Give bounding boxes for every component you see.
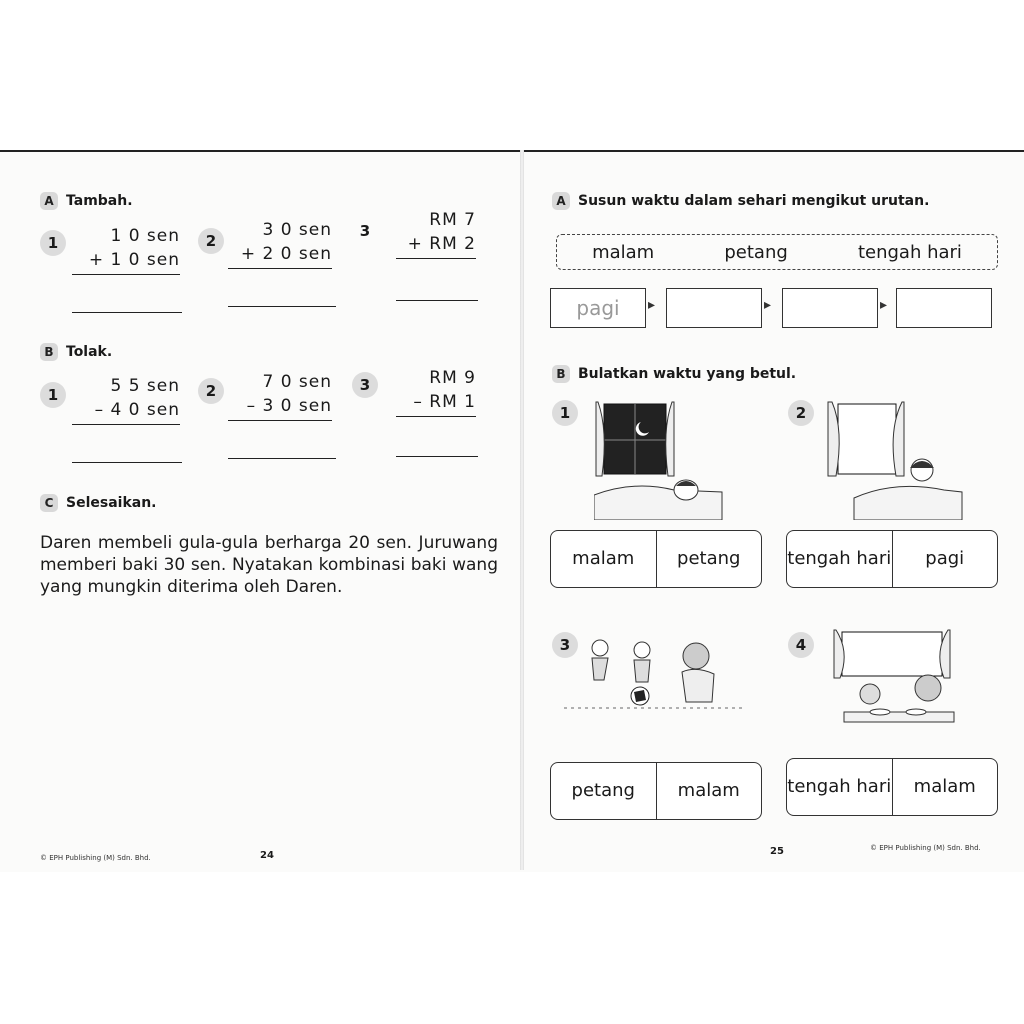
- question-number: 4: [788, 632, 814, 658]
- time-choice-box: [786, 758, 998, 816]
- operand-top: RM 9: [429, 368, 476, 388]
- sum-line: [228, 420, 332, 421]
- answer-line[interactable]: [72, 462, 182, 463]
- arrow-right-icon: ▸: [880, 297, 888, 313]
- answer-line[interactable]: [396, 300, 478, 301]
- word-bank: [556, 234, 998, 270]
- choice-option[interactable]: malam: [656, 763, 762, 819]
- question-number: 3: [552, 632, 578, 658]
- question-number: 3: [359, 222, 371, 240]
- answer-line[interactable]: [72, 312, 182, 313]
- addition-problem: [228, 218, 332, 269]
- operand-bottom: + 1 0 sen: [88, 250, 180, 270]
- night-bedroom-illustration: [594, 400, 724, 520]
- section-letter: B: [40, 343, 58, 361]
- section-b-header: [552, 365, 796, 383]
- section-letter: A: [552, 192, 570, 210]
- operand-bottom: + RM 2: [407, 234, 476, 254]
- children-playing-illustration: [564, 628, 744, 724]
- copyright-footer: © EPH Publishing (M) Sdn. Bhd.: [870, 844, 981, 852]
- question-number: 2: [198, 228, 224, 254]
- question-number: 1: [552, 400, 578, 426]
- answer-line[interactable]: [228, 458, 336, 459]
- choice-option[interactable]: petang: [656, 531, 762, 587]
- choice-option[interactable]: tengah hari: [787, 776, 892, 797]
- choice-option[interactable]: tengah hari: [787, 548, 892, 569]
- operand-top: 7 0 sen: [262, 372, 332, 392]
- question-number: 1: [40, 230, 66, 256]
- subtraction-problem: [228, 370, 332, 421]
- morning-bedroom-illustration: [824, 400, 964, 520]
- sum-line: [396, 416, 476, 417]
- operand-bottom: + 2 0 sen: [240, 244, 332, 264]
- section-title: Bulatkan waktu yang betul.: [578, 366, 797, 382]
- operand-bottom: – RM 1: [413, 392, 476, 412]
- page-number: 24: [260, 850, 274, 861]
- choice-option[interactable]: petang: [571, 780, 635, 801]
- word-option[interactable]: tengah hari: [857, 241, 962, 263]
- answer-line[interactable]: [396, 456, 478, 457]
- question-number: 3: [352, 372, 378, 398]
- section-letter: C: [40, 494, 58, 512]
- sum-line: [396, 258, 476, 259]
- operand-bottom: – 4 0 sen: [94, 400, 180, 420]
- question-number: 1: [40, 382, 66, 408]
- right-page: [524, 150, 1024, 870]
- addition-problem: [396, 208, 476, 259]
- section-c-header: [40, 494, 157, 512]
- question-number: 2: [788, 400, 814, 426]
- arrow-right-icon: ▸: [648, 297, 656, 313]
- word-problem: Daren membeli gula-gula berharga 20 sen. Juruwang memberi baki 30 sen. Nyatakan kombinasi baki wang yang mungkin diterima oleh Daren.: [40, 533, 498, 597]
- slot-text: pagi: [576, 296, 620, 320]
- choice-option[interactable]: malam: [892, 759, 998, 815]
- section-title: Susun waktu dalam sehari mengikut urutan.: [578, 193, 930, 209]
- operand-top: 5 5 sen: [110, 376, 180, 396]
- sum-line: [72, 424, 180, 425]
- operand-bottom: – 3 0 sen: [246, 396, 332, 416]
- section-title: Tambah.: [66, 193, 133, 209]
- section-b-header: [40, 343, 112, 361]
- section-letter: A: [40, 192, 58, 210]
- order-slot-4[interactable]: [896, 288, 992, 328]
- section-title: Tolak.: [66, 344, 113, 360]
- subtraction-problem: [396, 366, 476, 417]
- page-number: 25: [770, 846, 784, 857]
- choice-option[interactable]: malam: [572, 548, 635, 569]
- addition-problem: [72, 224, 180, 275]
- question-number: 2: [198, 378, 224, 404]
- section-letter: B: [552, 365, 570, 383]
- operand-top: RM 7: [429, 210, 476, 230]
- sum-line: [228, 268, 332, 269]
- order-slot-3[interactable]: [782, 288, 878, 328]
- family-dinner-illustration: [824, 628, 964, 748]
- section-a-header: [40, 192, 133, 210]
- subtraction-problem: [72, 374, 180, 425]
- time-choice-box: [550, 762, 762, 820]
- left-page: [0, 150, 520, 870]
- arrow-right-icon: ▸: [764, 297, 772, 313]
- order-slot-2[interactable]: [666, 288, 762, 328]
- choice-option[interactable]: pagi: [892, 531, 998, 587]
- copyright-footer: © EPH Publishing (M) Sdn. Bhd.: [40, 854, 151, 862]
- order-slot-1[interactable]: [550, 288, 646, 328]
- operand-top: 1 0 sen: [110, 226, 180, 246]
- section-a-header: [552, 192, 929, 210]
- sum-line: [72, 274, 180, 275]
- word-option[interactable]: malam: [592, 241, 655, 263]
- time-choice-box: [550, 530, 762, 588]
- word-option[interactable]: petang: [724, 241, 788, 263]
- section-title: Selesaikan.: [66, 495, 157, 511]
- operand-top: 3 0 sen: [262, 220, 332, 240]
- time-choice-box: [786, 530, 998, 588]
- answer-line[interactable]: [228, 306, 336, 307]
